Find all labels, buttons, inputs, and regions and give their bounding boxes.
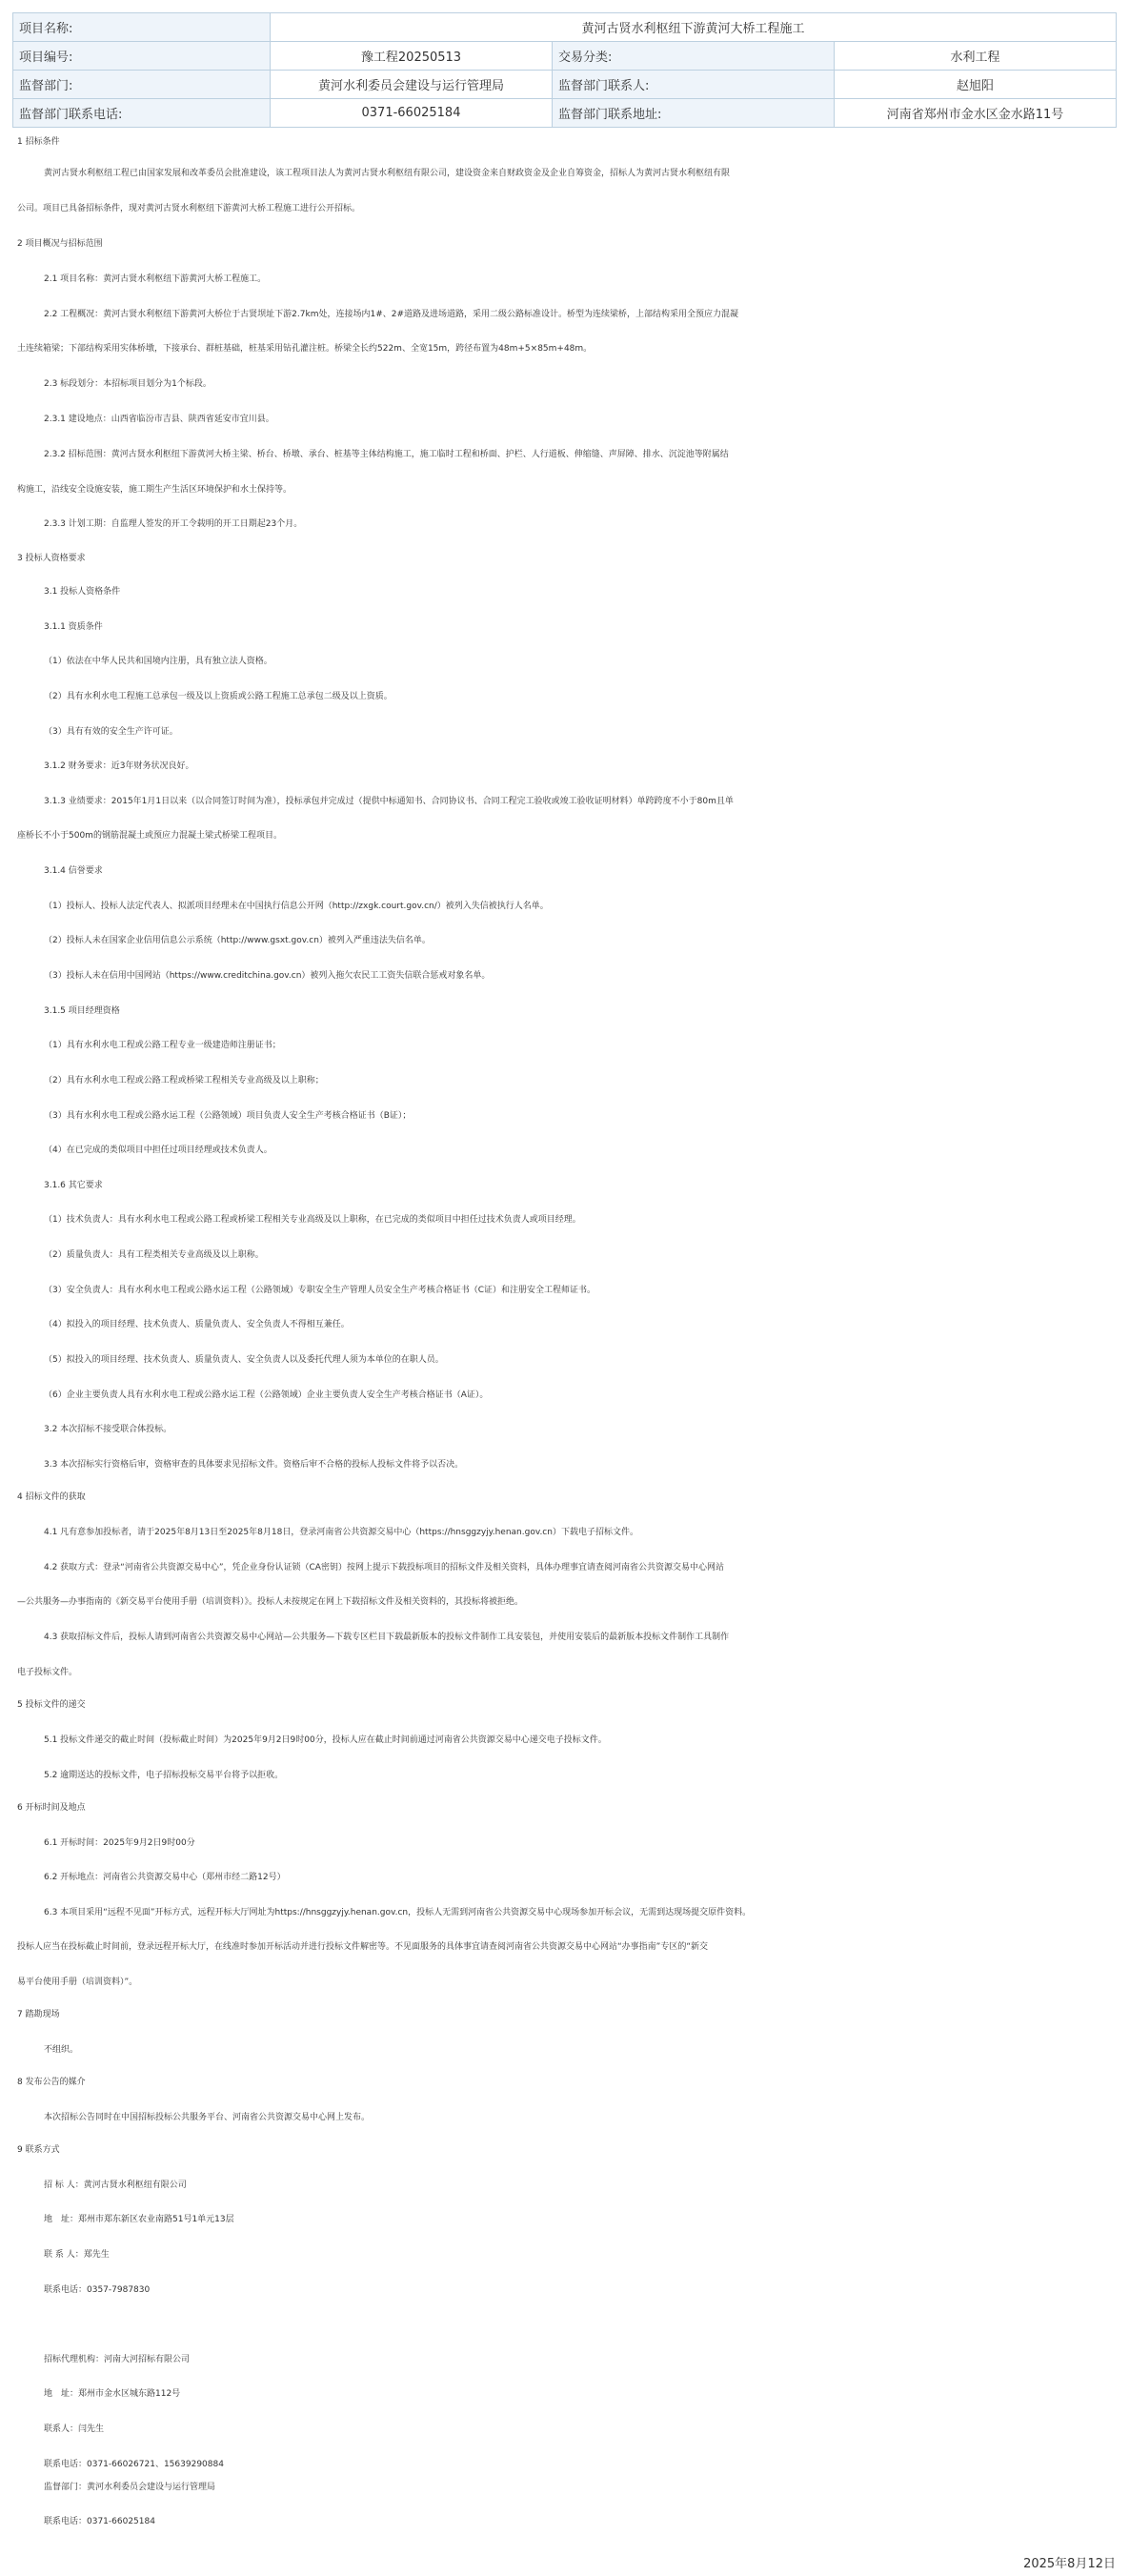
- contact-agency-address: 地 址：郑州市金水区城东路112号: [44, 2389, 181, 2399]
- paragraph: 土连续箱梁；下部结构采用实体桥墩，下接承台、群桩基础，桩基采用钻孔灌注桩。桥梁全长约522m、全宽15m，跨径布置为48m+5×85m+48m。: [17, 344, 593, 354]
- paragraph: （1）投标人、投标人法定代表人、拟派项目经理未在中国执行信息公开网（http://zxgk.court.gov.cn/）被列入失信被执行人名单。: [44, 902, 549, 911]
- paragraph: （3）具有水利水电工程或公路水运工程（公路领域）项目负责人安全生产考核合格证书（B证）；: [44, 1111, 412, 1121]
- section-heading: 5 投标文件的递交: [17, 1700, 86, 1710]
- paragraph: 黄河古贤水利枢纽工程已由国家发展和改革委员会批准建设，该工程项目法人为黄河古贤水利枢纽有限公司，建设资金来自财政资金及企业自筹资金，招标人为黄河古贤水利枢纽有限: [44, 169, 731, 178]
- contact-tenderer: 招 标 人：黄河古贤水利枢纽有限公司: [44, 2180, 187, 2190]
- paragraph: 3.1.2 财务要求：近3年财务状况良好。: [44, 761, 194, 771]
- contact-supervisor: 监督部门：黄河水利委员会建设与运行管理局: [44, 2483, 216, 2492]
- contact-tenderer-address: 地 址：郑州市郑东新区农业南路51号1单元13层: [44, 2215, 234, 2224]
- value-project-name: 黄河古贤水利枢纽下游黄河大桥工程施工: [271, 13, 1117, 42]
- paragraph: 4.1 凡有意参加投标者，请于2025年8月13日至2025年8月18日，登录河南省公共资源交易中心（https://hnsggzyjy.henan.gov.cn）下载电子招标文件。: [44, 1528, 638, 1537]
- paragraph: 3.1.6 其它要求: [44, 1181, 103, 1190]
- paragraph: （2）质量负责人：具有工程类相关专业高级及以上职称。: [44, 1250, 264, 1260]
- paragraph: 2.3.2 招标范围：黄河古贤水利枢纽下游黄河大桥主梁、桥台、桥墩、承台、桩基等主体结构施工，施工临时工程和桥面、护栏、人行道板、伸缩缝、声屏障、排水、沉淀池等附属结: [44, 450, 729, 459]
- table-row: [13, 71, 1117, 99]
- paragraph: 不组织。: [44, 2045, 79, 2055]
- value-trade-category: 水利工程: [835, 42, 1117, 71]
- paragraph: 3.1.5 项目经理资格: [44, 1006, 120, 1016]
- paragraph: （2）具有水利水电工程或公路工程或桥梁工程相关专业高级及以上职称；: [44, 1076, 324, 1085]
- label-project-name: 项目名称:: [13, 13, 271, 42]
- paragraph: （3）具有有效的安全生产许可证。: [44, 727, 178, 737]
- paragraph: 2.1 项目名称：黄河古贤水利枢纽下游黄河大桥工程施工。: [44, 274, 267, 284]
- section-heading: 7 踏勘现场: [17, 2010, 60, 2019]
- section-heading: 9 联系方式: [17, 2145, 60, 2155]
- paragraph: 3.1 投标人资格条件: [44, 587, 121, 597]
- paragraph: （3）安全负责人：具有水利水电工程或公路水运工程（公路领域）专职安全生产管理人员安全生产考核合格证书（C证）和注册安全工程师证书。: [44, 1286, 596, 1295]
- contact-agency-person: 联系人：闫先生: [44, 2424, 105, 2434]
- value-project-number: 豫工程20250513: [271, 42, 553, 71]
- section-heading: 4 招标文件的获取: [17, 1492, 86, 1502]
- paragraph: （4）拟投入的项目经理、技术负责人、质量负责人、安全负责人不得相互兼任。: [44, 1320, 350, 1329]
- paragraph: 2.2 工程概况：黄河古贤水利枢纽下游黄河大桥位于古贤坝址下游2.7km处，连接场内1#、2#道路及进场道路，采用二级公路标准设计。桥型为连续梁桥，上部结构采用全预应力混凝: [44, 310, 739, 319]
- paragraph: 易平台使用手册（培训资料）”。: [17, 1978, 138, 1987]
- table-row: [13, 13, 1117, 42]
- paragraph: （2）投标人未在国家企业信用信息公示系统（http://www.gsxt.gov.cn）被列入严重违法失信名单。: [44, 936, 431, 945]
- contact-tenderer-phone: 联系电话：0357-7987830: [44, 2285, 151, 2295]
- paragraph: （3）投标人未在信用中国网站（https://www.creditchina.gov.cn）被列入拖欠农民工工资失信联合惩戒对象名单。: [44, 971, 491, 981]
- paragraph: （1）技术负责人：具有水利水电工程或公路工程或桥梁工程相关专业高级及以上职称，在已完成的类似项目中担任过技术负责人或项目经理。: [44, 1215, 581, 1225]
- paragraph: 4.2 获取方式：登录“河南省公共资源交易中心”，凭企业身份认证锁（CA密钥）按网上提示下载投标项目的招标文件及相关资料，具体办理事宜请查阅河南省公共资源交易中心网站: [44, 1563, 724, 1572]
- paragraph: 3.1.3 业绩要求：2015年1月1日以来（以合同签订时间为准），投标承包并完成过（提供中标通知书、合同协议书、合同工程完工验收或竣工验收证明材料）单跨跨度不小于80m且单: [44, 797, 734, 806]
- contact-tenderer-person: 联 系 人：郑先生: [44, 2250, 110, 2260]
- project-info-table: [12, 12, 1117, 128]
- label-supervisor-contact: 监督部门联系人:: [553, 71, 835, 99]
- paragraph: 公司。项目已具备招标条件，现对黄河古贤水利枢纽下游黄河大桥工程施工进行公开招标。: [17, 204, 361, 213]
- paragraph: 5.2 逾期送达的投标文件，电子招标投标交易平台将予以拒收。: [44, 1771, 284, 1780]
- contact-agency: 招标代理机构：河南大河招标有限公司: [44, 2355, 191, 2364]
- section-heading: 6 开标时间及地点: [17, 1803, 86, 1813]
- label-project-number: 项目编号:: [13, 42, 271, 71]
- paragraph: 构施工，沿线安全设施安装，施工期生产生活区环境保护和水土保持等。: [17, 485, 292, 495]
- paragraph: 6.1 开标时间：2025年9月2日9时00分: [44, 1838, 195, 1848]
- section-heading: 8 发布公告的媒介: [17, 2078, 86, 2087]
- table-row: [13, 99, 1117, 128]
- paragraph: 3.3 本次招标实行资格后审，资格审查的具体要求见招标文件。资格后审不合格的投标人投标文件将予以否决。: [44, 1460, 464, 1470]
- value-supervisor-contact: 赵旭阳: [835, 71, 1117, 99]
- paragraph: 电子投标文件。: [17, 1668, 78, 1677]
- publish-date: 2025年8月12日: [1023, 2557, 1116, 2571]
- paragraph: 2.3.1 建设地点：山西省临汾市吉县、陕西省延安市宜川县。: [44, 415, 274, 424]
- label-supervisor-address: 监督部门联系地址:: [553, 99, 835, 128]
- contact-supervisor-phone: 联系电话：0371-66025184: [44, 2517, 155, 2526]
- paragraph: （6）企业主要负责人具有水利水电工程或公路水运工程（公路领域）企业主要负责人安全生产考核合格证书（A证）。: [44, 1390, 489, 1400]
- paragraph: （2）具有水利水电工程施工总承包一级及以上资质或公路工程施工总承包二级及以上资质。: [44, 692, 393, 701]
- section-heading: 3 投标人资格要求: [17, 554, 86, 563]
- paragraph: 3.1.4 信誉要求: [44, 866, 103, 876]
- paragraph: 3.1.1 资质条件: [44, 622, 103, 632]
- contact-agency-phone: 联系电话：0371-66026721、15639290884: [44, 2460, 224, 2469]
- paragraph: （5）拟投入的项目经理、技术负责人、质量负责人、安全负责人以及委托代理人须为本单位的在职人员。: [44, 1355, 444, 1365]
- table-row: [13, 42, 1117, 71]
- paragraph: —公共服务—办事指南的《新交易平台使用手册（培训资料）》。投标人未按规定在网上下载招标文件及相关资料的，其投标将被拒绝。: [17, 1597, 524, 1607]
- paragraph: 座桥长不小于500m的钢筋混凝土或预应力混凝土梁式桥梁工程项目。: [17, 831, 282, 841]
- paragraph: 投标人应当在投标截止时间前，登录远程开标大厅，在线准时参加开标活动并进行投标文件解密等。不见面服务的具体事宜请查阅河南省公共资源交易中心网站“办事指南”专区的“新交: [17, 1942, 708, 1952]
- label-supervisor-phone: 监督部门联系电话:: [13, 99, 271, 128]
- label-trade-category: 交易分类:: [553, 42, 835, 71]
- section-heading: 2 项目概况与招标范围: [17, 239, 103, 249]
- paragraph: 3.2 本次招标不接受联合体投标。: [44, 1425, 172, 1434]
- paragraph: （1）具有水利水电工程或公路工程专业一级建造师注册证书；: [44, 1041, 281, 1050]
- paragraph: 本次招标公告同时在中国招标投标公共服务平台、河南省公共资源交易中心网上发布。: [44, 2113, 371, 2122]
- value-supervisor: 黄河水利委员会建设与运行管理局: [271, 71, 553, 99]
- paragraph: （1）依法在中华人民共和国境内注册，具有独立法人资格。: [44, 657, 272, 666]
- paragraph: （4）在已完成的类似项目中担任过项目经理或技术负责人。: [44, 1146, 272, 1155]
- paragraph: 6.3 本项目采用“远程不见面”开标方式，远程开标大厅网址为https://hnsggzyjy.henan.gov.cn，投标人无需到河南省公共资源交易中心现场参加开标会议，无需到达现场提交原件资料。: [44, 1908, 752, 1917]
- paragraph: 5.1 投标文件递交的截止时间（投标截止时间）为2025年9月2日9时00分，投标人应在截止时间前通过河南省公共资源交易中心递交电子投标文件。: [44, 1735, 607, 1745]
- value-supervisor-address: 河南省郑州市金水区金水路11号: [835, 99, 1117, 128]
- paragraph: 6.2 开标地点：河南省公共资源交易中心（郑州市经二路12号）: [44, 1873, 286, 1882]
- section-heading: 1 招标条件: [17, 137, 60, 147]
- value-supervisor-phone: 0371-66025184: [271, 99, 553, 128]
- label-supervisor: 监督部门:: [13, 71, 271, 99]
- paragraph: 2.3 标段划分：本招标项目划分为1个标段。: [44, 379, 212, 389]
- paragraph: 4.3 获取招标文件后，投标人请到河南省公共资源交易中心网站—公共服务—下载专区栏目下载最新版本的投标文件制作工具安装包，并使用安装后的最新版本投标文件制作工具制作: [44, 1633, 730, 1642]
- paragraph: 2.3.3 计划工期：自监理人签发的开工令载明的开工日期起23个月。: [44, 519, 303, 529]
